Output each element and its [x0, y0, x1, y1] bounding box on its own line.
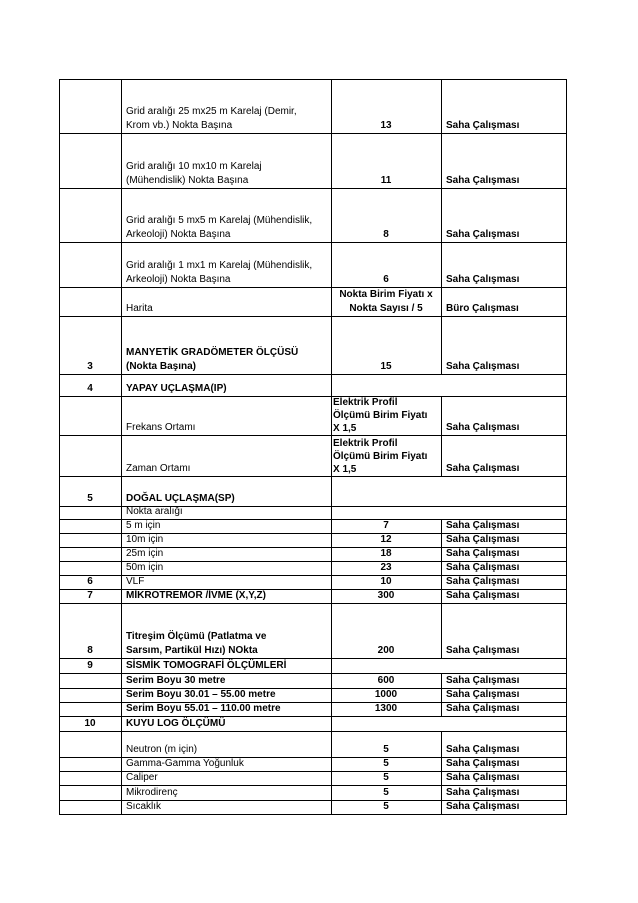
row-type: Saha Çalışması: [446, 675, 520, 686]
table-column-rule: [441, 785, 442, 800]
table-column-rule: [59, 800, 60, 814]
row-item: Grid aralığı 25 mx25 m Karelaj (Demir, Krom vb.) Nokta Başına: [126, 106, 297, 131]
row-type: Saha Çalışması: [446, 520, 520, 531]
table-column-rule: [59, 658, 60, 673]
table-column-rule: [566, 589, 567, 603]
table-column-rule: [121, 688, 122, 702]
table-column-rule: [121, 79, 122, 133]
table-column-rule: [441, 771, 442, 785]
row-price: 18: [380, 548, 392, 559]
table-column-rule: [331, 575, 332, 589]
table-column-rule: [441, 242, 442, 287]
row-item: Zaman Ortamı: [126, 463, 191, 474]
row-item: Frekans Ortamı: [126, 422, 196, 433]
row-item: 5 m için: [126, 520, 161, 531]
table-column-rule: [441, 603, 442, 658]
table-column-rule: [331, 731, 332, 757]
table-column-rule: [121, 771, 122, 785]
table-column-rule: [59, 188, 60, 242]
row-type: Saha Çalışması: [446, 120, 520, 131]
table-column-rule: [566, 561, 567, 575]
table-column-rule: [331, 79, 332, 133]
table-rule: [59, 242, 567, 243]
row-type: Saha Çalışması: [446, 274, 520, 285]
row-item: KUYU LOG ÖLÇÜMÜ: [126, 718, 226, 729]
row-price: Elektrik Profil Ölçümü Birim Fiyatı X 1,5: [333, 438, 428, 475]
row-item: Serim Boyu 30 metre: [126, 675, 226, 686]
row-type: Saha Çalışması: [446, 758, 520, 769]
table-column-rule: [331, 506, 332, 519]
row-item: SİSMİK TOMOGRAFİ ÖLÇÜMLERİ: [126, 660, 287, 671]
row-type: Saha Çalışması: [446, 590, 520, 601]
table-column-rule: [566, 506, 567, 519]
row-price: 1300: [374, 703, 398, 714]
table-column-rule: [59, 506, 60, 519]
row-item: Neutron (m için): [126, 744, 198, 755]
row-number: 5: [87, 493, 93, 504]
table-column-rule: [441, 731, 442, 757]
table-column-rule: [566, 702, 567, 716]
table-column-rule: [121, 506, 122, 519]
row-price: 300: [377, 590, 395, 601]
table-column-rule: [331, 800, 332, 814]
table-column-rule: [121, 476, 122, 506]
table-rule: [59, 603, 567, 604]
table-column-rule: [566, 716, 567, 731]
table-column-rule: [121, 435, 122, 476]
row-item: 50m için: [126, 562, 164, 573]
table-column-rule: [59, 688, 60, 702]
table-column-rule: [331, 374, 332, 396]
table-column-rule: [441, 316, 442, 374]
row-item: Grid aralığı 10 mx10 m Karelaj (Mühendislik) Nokta Başına: [126, 161, 262, 186]
table-column-rule: [566, 658, 567, 673]
table-column-rule: [121, 188, 122, 242]
table-column-rule: [566, 757, 567, 771]
row-type: Saha Çalışması: [446, 422, 520, 433]
row-item: Grid aralığı 5 mx5 m Karelaj (Mühendislik, Arkeoloji) Nokta Başına: [126, 215, 313, 240]
row-type: Saha Çalışması: [446, 772, 520, 783]
table-column-rule: [121, 396, 122, 435]
row-price: 13: [380, 120, 392, 131]
row-item: Grid aralığı 1 mx1 m Karelaj (Mühendislik, Arkeoloji) Nokta Başına: [126, 260, 313, 285]
row-item: MİKROTREMOR /İVME (X,Y,Z): [126, 590, 266, 601]
row-price: 6: [383, 274, 389, 285]
table-column-rule: [121, 374, 122, 396]
table-column-rule: [59, 533, 60, 547]
row-item: Nokta aralığı: [126, 506, 183, 517]
row-number: 7: [87, 590, 93, 601]
table-rule: [59, 287, 567, 288]
table-column-rule: [331, 396, 332, 435]
table-column-rule: [59, 519, 60, 533]
table-column-rule: [441, 435, 442, 476]
table-column-rule: [331, 287, 332, 316]
table-column-rule: [121, 702, 122, 716]
table-rule: [59, 316, 567, 317]
table-column-rule: [566, 673, 567, 688]
row-item: Sıcaklık: [126, 801, 162, 812]
row-type: Saha Çalışması: [446, 689, 520, 700]
table-rule: [59, 374, 567, 375]
table-rule: [59, 814, 567, 815]
table-column-rule: [121, 561, 122, 575]
row-item: Mikrodirenç: [126, 787, 178, 798]
row-item: Titreşim Ölçümü (Patlatma ve Sarsım, Partikül Hızı) NOkta: [126, 631, 267, 656]
row-type: Saha Çalışması: [446, 576, 520, 587]
table-column-rule: [121, 757, 122, 771]
table-column-rule: [59, 702, 60, 716]
row-item: VLF: [126, 576, 145, 587]
row-price: 200: [377, 645, 395, 656]
row-price: 23: [380, 562, 392, 573]
table-rule: [59, 133, 567, 134]
table-column-rule: [331, 702, 332, 716]
table-column-rule: [331, 757, 332, 771]
table-column-rule: [441, 757, 442, 771]
table-column-rule: [441, 188, 442, 242]
row-item: 25m için: [126, 548, 164, 559]
row-item: 10m için: [126, 534, 164, 545]
row-item: Gamma-Gamma Yoğunluk: [126, 758, 244, 769]
row-price: 8: [383, 229, 389, 240]
table-column-rule: [331, 476, 332, 506]
table-column-rule: [566, 771, 567, 785]
table-column-rule: [331, 519, 332, 533]
table-column-rule: [566, 79, 567, 133]
row-type: Saha Çalışması: [446, 548, 520, 559]
table-column-rule: [121, 287, 122, 316]
table-column-rule: [566, 242, 567, 287]
row-type: Saha Çalışması: [446, 787, 520, 798]
row-type: Büro Çalışması: [446, 303, 519, 314]
table-column-rule: [566, 476, 567, 506]
table-column-rule: [566, 519, 567, 533]
table-column-rule: [59, 771, 60, 785]
table-column-rule: [441, 396, 442, 435]
row-number: 9: [87, 660, 93, 671]
table-column-rule: [59, 374, 60, 396]
row-item: Serim Boyu 55.01 – 110.00 metre: [126, 703, 281, 714]
table-column-rule: [441, 561, 442, 575]
table-column-rule: [121, 533, 122, 547]
row-type: Saha Çalışması: [446, 229, 520, 240]
row-price: 10: [380, 576, 392, 587]
row-number: 8: [87, 645, 93, 656]
table-column-rule: [331, 316, 332, 374]
table-column-rule: [566, 800, 567, 814]
table-column-rule: [566, 316, 567, 374]
row-price: 12: [380, 534, 392, 545]
row-type: Saha Çalışması: [446, 534, 520, 545]
table-rule: [59, 396, 567, 397]
row-price: Elektrik Profil Ölçümü Birim Fiyatı X 1,5: [333, 397, 428, 434]
table-column-rule: [59, 785, 60, 800]
table-column-rule: [59, 79, 60, 133]
table-rule: [59, 435, 567, 436]
table-column-rule: [331, 561, 332, 575]
table-column-rule: [121, 658, 122, 673]
table-column-rule: [566, 603, 567, 658]
table-column-rule: [441, 673, 442, 688]
table-column-rule: [331, 533, 332, 547]
table-column-rule: [441, 547, 442, 561]
table-column-rule: [331, 547, 332, 561]
row-type: Saha Çalışması: [446, 361, 520, 372]
table-column-rule: [331, 188, 332, 242]
row-number: 3: [87, 361, 93, 372]
row-price: 15: [380, 361, 392, 372]
table-column-rule: [59, 716, 60, 731]
table-column-rule: [331, 673, 332, 688]
table-column-rule: [121, 133, 122, 188]
row-number: 6: [87, 576, 93, 587]
row-price: 5: [383, 744, 389, 755]
table-column-rule: [59, 575, 60, 589]
row-type: Saha Çalışması: [446, 645, 520, 656]
table-column-rule: [331, 716, 332, 731]
row-price: 1000: [374, 689, 398, 700]
table-column-rule: [566, 133, 567, 188]
table-column-rule: [441, 589, 442, 603]
table-column-rule: [331, 589, 332, 603]
table-column-rule: [59, 133, 60, 188]
row-price: 11: [380, 175, 392, 186]
row-price: Nokta Birim Fiyatı x Nokta Sayısı / 5: [339, 289, 433, 314]
table-column-rule: [331, 242, 332, 287]
row-item: Harita: [126, 303, 153, 314]
row-type: Saha Çalışması: [446, 703, 520, 714]
table-column-rule: [441, 702, 442, 716]
table-column-rule: [566, 575, 567, 589]
row-type: Saha Çalışması: [446, 463, 520, 474]
row-item: YAPAY UÇLAŞMA(IP): [126, 383, 227, 394]
table-column-rule: [441, 575, 442, 589]
table-column-rule: [121, 242, 122, 287]
table-column-rule: [121, 785, 122, 800]
table-column-rule: [59, 435, 60, 476]
table-column-rule: [441, 133, 442, 188]
table-column-rule: [59, 757, 60, 771]
table-column-rule: [121, 575, 122, 589]
table-column-rule: [566, 731, 567, 757]
row-type: Saha Çalışması: [446, 801, 520, 812]
row-type: Saha Çalışması: [446, 744, 520, 755]
table-column-rule: [121, 589, 122, 603]
row-price: 5: [383, 787, 389, 798]
table-column-rule: [59, 242, 60, 287]
table-column-rule: [331, 658, 332, 673]
table-column-rule: [566, 435, 567, 476]
row-price: 7: [383, 520, 389, 531]
row-number: 10: [84, 718, 96, 729]
table-column-rule: [59, 673, 60, 688]
table-column-rule: [331, 771, 332, 785]
table-column-rule: [59, 316, 60, 374]
table-rule: [59, 79, 567, 80]
row-type: Saha Çalışması: [446, 175, 520, 186]
row-type: Saha Çalışması: [446, 562, 520, 573]
table-column-rule: [331, 435, 332, 476]
table-column-rule: [121, 519, 122, 533]
table-column-rule: [121, 731, 122, 757]
table-column-rule: [121, 316, 122, 374]
table-column-rule: [121, 673, 122, 688]
table-column-rule: [121, 800, 122, 814]
table-column-rule: [331, 785, 332, 800]
row-price: 5: [383, 801, 389, 812]
table-rule: [59, 188, 567, 189]
row-item: DOĞAL UÇLAŞMA(SP): [126, 493, 235, 504]
table-column-rule: [331, 688, 332, 702]
table-column-rule: [441, 287, 442, 316]
table-column-rule: [566, 287, 567, 316]
row-item: Serim Boyu 30.01 – 55.00 metre: [126, 689, 276, 700]
row-item: Caliper: [126, 772, 158, 783]
table-column-rule: [121, 547, 122, 561]
table-column-rule: [441, 800, 442, 814]
table-column-rule: [331, 603, 332, 658]
row-price: 5: [383, 758, 389, 769]
table-column-rule: [441, 688, 442, 702]
table-column-rule: [59, 603, 60, 658]
table-rule: [59, 476, 567, 477]
table-column-rule: [121, 603, 122, 658]
table-column-rule: [59, 561, 60, 575]
table-column-rule: [59, 731, 60, 757]
table-column-rule: [59, 287, 60, 316]
row-number: 4: [87, 383, 93, 394]
table-column-rule: [59, 547, 60, 561]
table-column-rule: [59, 476, 60, 506]
row-price: 600: [377, 675, 395, 686]
table-column-rule: [566, 396, 567, 435]
table-column-rule: [566, 785, 567, 800]
table-column-rule: [441, 533, 442, 547]
table-column-rule: [121, 716, 122, 731]
table-column-rule: [441, 519, 442, 533]
row-item: MANYETİK GRADÖMETER ÖLÇÜSÜ (Nokta Başına): [126, 347, 299, 372]
table-column-rule: [566, 374, 567, 396]
table-rule: [59, 731, 567, 732]
table-column-rule: [441, 79, 442, 133]
table-column-rule: [566, 188, 567, 242]
table-column-rule: [59, 396, 60, 435]
table-column-rule: [566, 688, 567, 702]
table-column-rule: [59, 589, 60, 603]
row-price: 5: [383, 772, 389, 783]
table-column-rule: [566, 533, 567, 547]
table-column-rule: [566, 547, 567, 561]
table-column-rule: [331, 133, 332, 188]
